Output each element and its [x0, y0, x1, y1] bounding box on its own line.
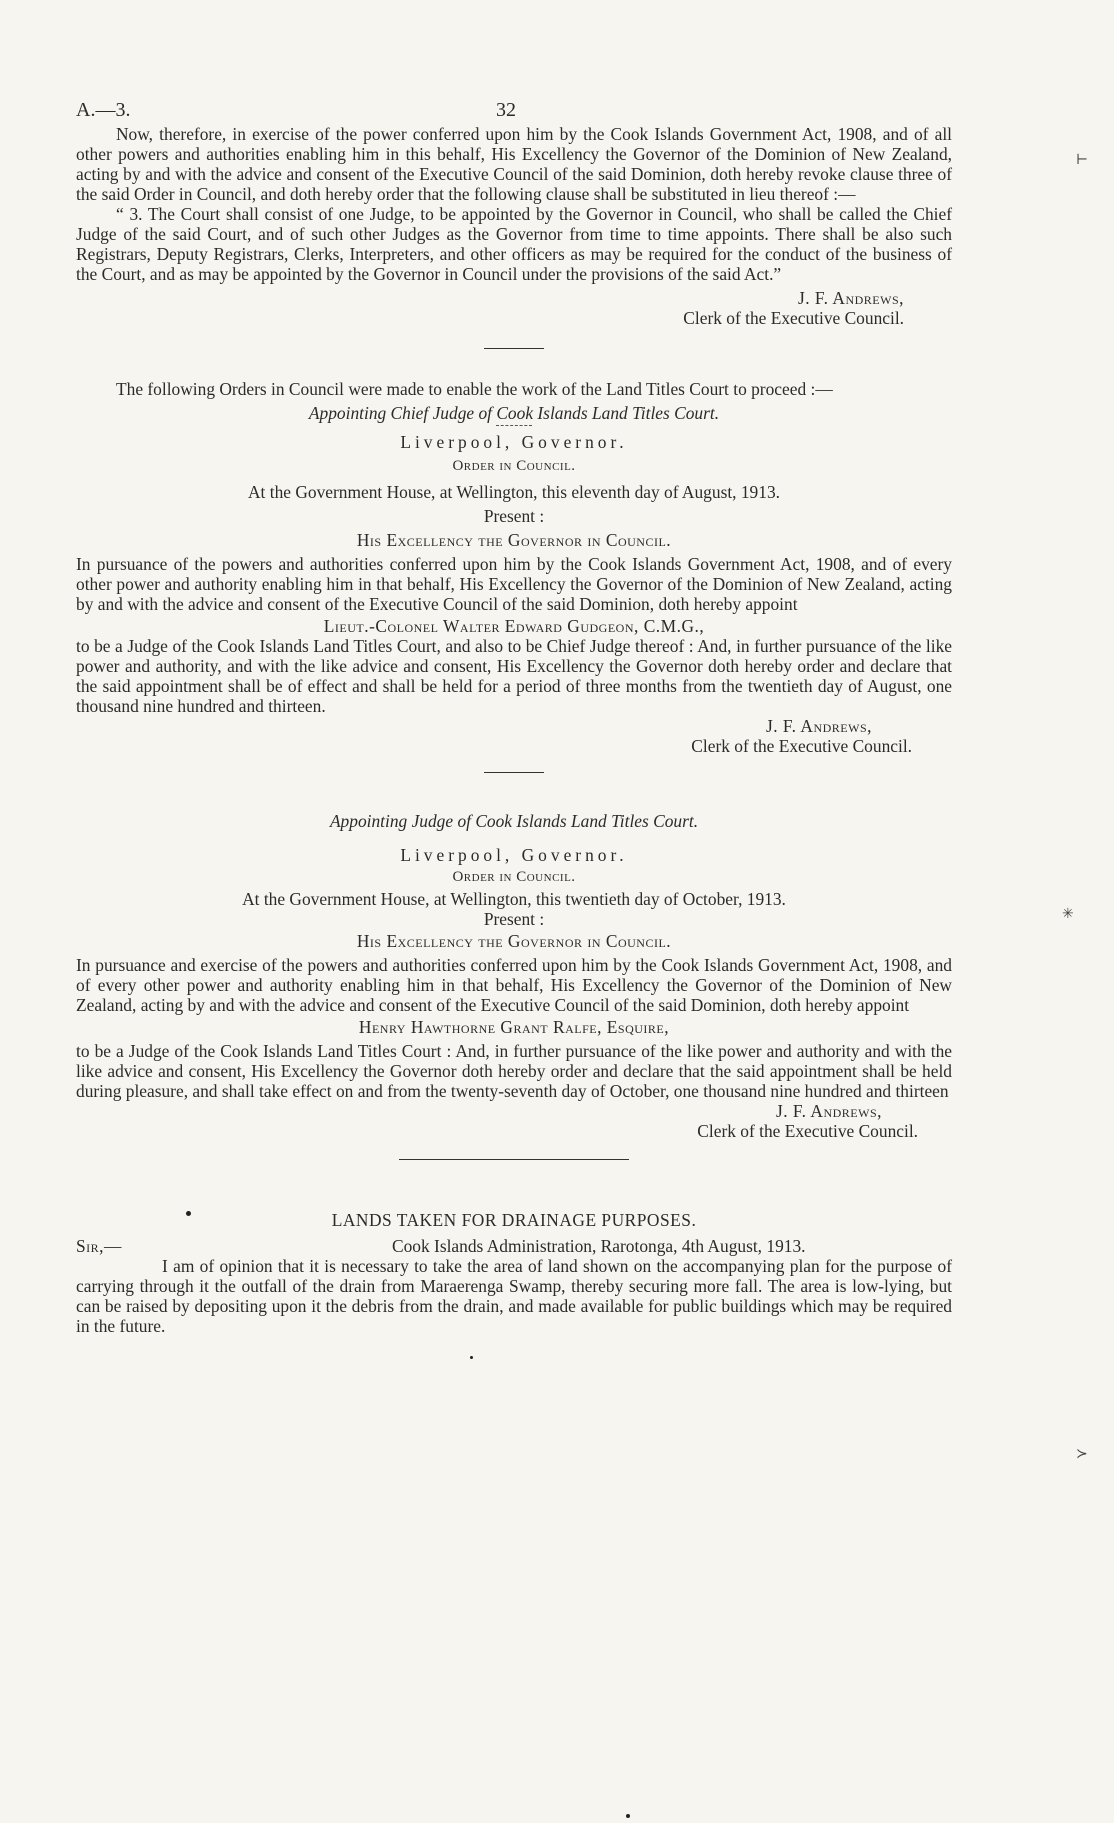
parliamentary-paper-ref: A.—3.: [76, 99, 131, 121]
order1-signature-title: Clerk of the Executive Council.: [691, 736, 912, 756]
margin-mark: ✳: [1062, 907, 1074, 922]
order1-body2: to be a Judge of the Cook Islands Land Titles Court, and also to be Chief Judge thereof : And, in further pursuance of the like power and authority, and with the like advice and consent, His Excellency the Governor doth hereby order and declare that the said appointment shall be of effect and shall be held for a period of three months from the twentieth day of August, one thousand nine hundred and thirteen.: [76, 636, 952, 716]
revocation-paragraph: Now, therefore, in exercise of the power conferred upon him by the Cook Islands Government Act, 1908, and of all other powers and authorities enabling him in this behalf, His Excellency the Governor of the Dominion of New Zealand, acting by and with the advice and consent of the Executive Council of the said Dominion, doth hereby revoke clause three of the said Order in Council, and doth hereby order that the following clause shall be substituted in lieu thereof :—: [76, 124, 952, 204]
page-header: [76, 96, 952, 124]
order2-present: Present :: [483, 909, 545, 929]
clause-three-text: “ 3. The Court shall consist of one Judge, to be appointed by the Governor in Council, who shall be called the Chief Judge of the said Court, and of such other Judges as the Governor from time to time appoints. There shall be also such Registrars, Deputy Registrars, Clerks, Interpreters, and other officers as may be required for the conduct of the business of the Court, and as may be appointed by the Governor in Council under the provisions of the said Act.”: [76, 204, 952, 284]
order2-excellency: His Excellency the Governor in Council.: [356, 931, 672, 951]
section-divider-long: [399, 1159, 629, 1160]
order1-order-in-council: Order in Council.: [452, 458, 576, 474]
section-divider: [484, 772, 544, 773]
ink-speck: [470, 1356, 473, 1359]
order2-governor: Liverpool, Governor.: [400, 845, 628, 865]
order2-signature-title: Clerk of the Executive Council.: [697, 1121, 918, 1141]
document-page: [76, 96, 952, 1336]
section-divider: [484, 348, 544, 349]
letter-dateline: Cook Islands Administration, Rarotonga, 4th August, 1913.: [392, 1236, 806, 1256]
order1-body: In pursuance of the powers and authorities conferred upon him by the Cook Islands Government Act, 1908, and of every other power and authority enabling him in that behalf, His Excellency the Governor of the Dominion of New Zealand, acting by and with the advice and consent of the Executive Council of the said Dominion, doth hereby appoint: [76, 554, 952, 614]
order2-signature-name: J. F. Andrews,: [775, 1101, 882, 1121]
signature-name: J. F. Andrews,: [797, 288, 904, 308]
order2-appointee: Henry Hawthorne Grant Ralfe, Esquire,: [358, 1017, 670, 1037]
signature-title: Clerk of the Executive Council.: [683, 308, 904, 328]
order1-present: Present :: [483, 506, 545, 526]
order2-place-date: At the Government House, at Wellington, this twentieth day of October, 1913.: [242, 889, 786, 909]
order2-body: In pursuance and exercise of the powers and authorities conferred upon him by the Cook Islands Government Act, 1908, and of every other power and authority enabling him in that behalf, His Excellency the Governor of the Dominion of New Zealand, acting by and with the advice and consent of the Executive Council of the said Dominion, doth hereby appoint: [76, 955, 952, 1015]
intro-paragraph: The following Orders in Council were made to enable the work of the Land Titles Court to proceed :—: [116, 379, 833, 399]
page-number: 32: [496, 99, 516, 121]
letter-dateline-row: [76, 1236, 952, 1256]
heading-rule: [496, 425, 532, 426]
order2-body2: to be a Judge of the Cook Islands Land Titles Court : And, in further pursuance of the like power and authority and with the like advice and consent, His Excellency the Governor doth hereby order and declare that the said appointment shall be held during pleasure, and shall take effect on and from the twenty-seventh day of October, one thousand nine hundred and thirteen: [76, 1041, 952, 1101]
order1-appointee: Lieut.-Colonel Walter Edward Gudgeon, C.M.G.,: [323, 616, 705, 636]
margin-mark: ≻: [1076, 1447, 1088, 1462]
order2-heading: Appointing Judge of Cook Islands Land Titles Court.: [329, 811, 699, 831]
lands-section-title: LANDS TAKEN FOR DRAINAGE PURPOSES.: [331, 1210, 697, 1230]
order1-signature-name: J. F. Andrews,: [765, 716, 872, 736]
order1-governor: Liverpool, Governor.: [400, 432, 628, 452]
order2-order-in-council: Order in Council.: [452, 869, 576, 885]
ink-speck: [626, 1814, 630, 1818]
ink-speck: [186, 1211, 191, 1216]
letter-body: I am of opinion that it is necessary to take the area of land shown on the accompanying plan for the purpose of carrying through it the outfall of the drain from Maraerenga Swamp, thereby securing more fall. The area is low-lying, but can be raised by depositing upon it the debris from the drain, and made available for public buildings which may be required in the future.: [76, 1256, 952, 1336]
margin-mark: ⊢: [1076, 153, 1089, 168]
order1-heading: Appointing Chief Judge of Cook Islands Land Titles Court.: [308, 403, 720, 423]
letter-salutation: Sir,—: [76, 1236, 122, 1256]
order1-place-date: At the Government House, at Wellington, this eleventh day of August, 1913.: [248, 482, 780, 502]
order1-excellency: His Excellency the Governor in Council.: [356, 530, 672, 550]
